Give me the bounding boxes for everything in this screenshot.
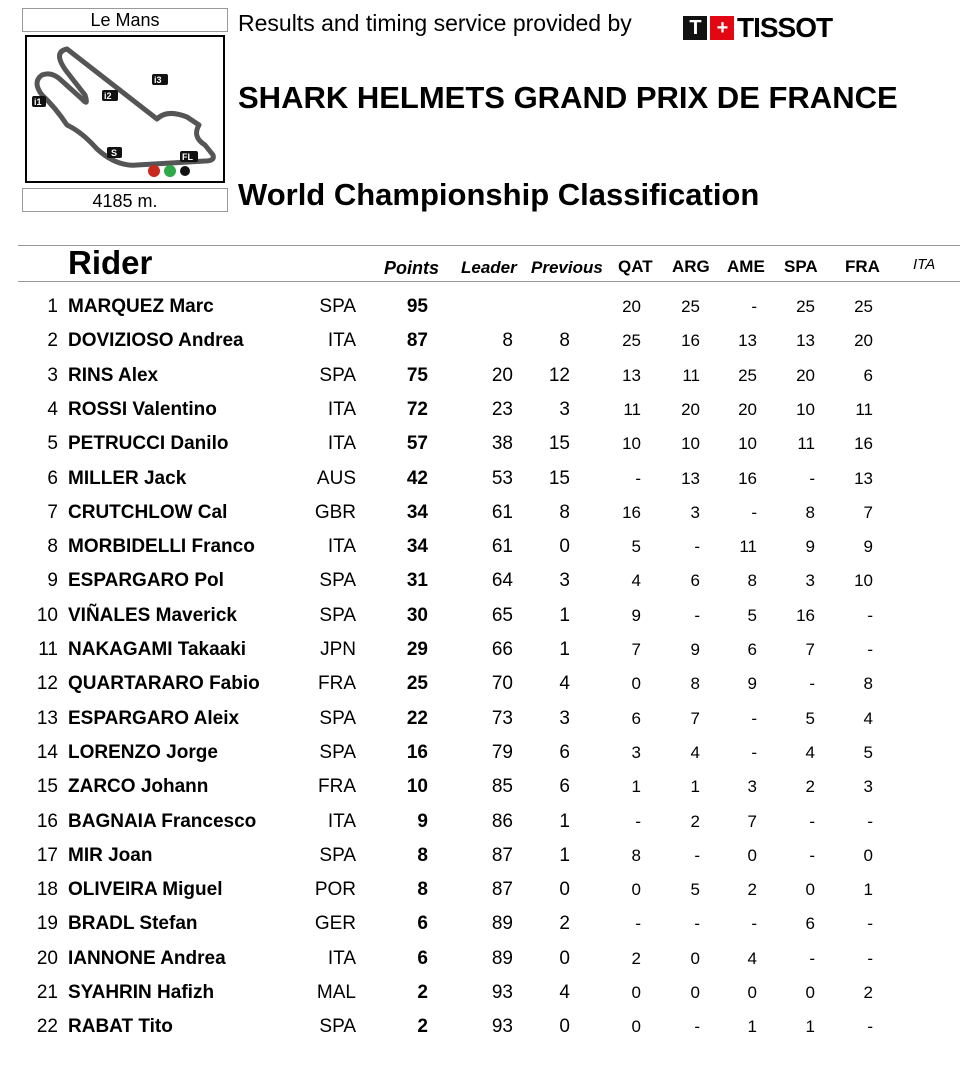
race-points-spa: 0 [805, 880, 815, 900]
race-points-arg: 0 [690, 983, 700, 1002]
position: 11 [38, 639, 58, 660]
gap-previous: 15 [548, 433, 570, 455]
table-row [0, 982, 960, 1016]
position: 2 [47, 330, 58, 352]
race-points-spa: 0 [805, 983, 815, 1002]
points: 16 [406, 741, 428, 763]
race-points-fra: - [867, 640, 873, 659]
sector-i1: i1 [34, 97, 42, 107]
points: 42 [406, 467, 428, 489]
col-spa: SPA [784, 257, 818, 276]
nation: AUS [316, 467, 356, 489]
timing-credit: Results and timing service provided by [238, 10, 632, 36]
gap-leader: 93 [491, 982, 513, 1003]
gap-previous: 0 [559, 1016, 570, 1038]
points: 6 [417, 947, 428, 969]
race-points-arg: 25 [681, 297, 700, 316]
race-points-fra: 8 [863, 674, 873, 694]
table-row [0, 570, 960, 604]
event-title: SHARK HELMETS GRAND PRIX DE FRANCE [238, 80, 898, 115]
rider-name: BRADL Stefan [68, 913, 198, 935]
race-points-spa: - [809, 948, 815, 968]
rider-name: LORENZO Jorge [68, 741, 218, 763]
gap-leader: 38 [491, 433, 513, 455]
nation: JPN [320, 639, 356, 660]
gap-leader: 73 [491, 707, 513, 729]
race-points-spa: 10 [796, 399, 815, 419]
position: 15 [36, 776, 58, 798]
points: 10 [406, 776, 428, 798]
position: 5 [47, 433, 58, 455]
table-row [0, 536, 960, 570]
table-row [0, 845, 960, 879]
race-points-spa: - [809, 468, 815, 488]
col-fra: FRA [845, 257, 880, 276]
page-title: World Championship Classification [238, 177, 760, 212]
nation: SPA [319, 364, 356, 386]
gap-previous: 3 [559, 398, 570, 420]
points: 31 [406, 570, 428, 592]
race-points-arg: - [694, 845, 700, 865]
table-row [0, 399, 960, 433]
race-points-arg: 1 [690, 777, 700, 797]
race-points-arg: 8 [690, 674, 700, 694]
race-points-fra: 2 [863, 983, 873, 1002]
nation: FRA [318, 776, 356, 798]
col-leader: Leader [461, 258, 517, 277]
points: 57 [406, 433, 428, 455]
track-map [25, 35, 225, 183]
race-points-qat: 0 [631, 983, 641, 1002]
points: 95 [406, 296, 428, 317]
position: 14 [36, 741, 58, 763]
race-points-fra: - [867, 948, 873, 968]
race-points-spa: 6 [805, 914, 815, 934]
position: 3 [47, 364, 58, 386]
gap-previous: 3 [559, 707, 570, 729]
nation: ITA [327, 433, 356, 455]
race-points-qat: 0 [631, 1017, 641, 1037]
points: 9 [417, 810, 428, 832]
rider-name: RINS Alex [68, 364, 159, 386]
position: 6 [47, 467, 58, 489]
table-row [0, 296, 960, 330]
race-points-ame: 2 [747, 880, 757, 900]
gap-previous: 1 [559, 639, 570, 660]
race-points-arg: 9 [690, 640, 700, 659]
gap-previous: 0 [559, 536, 570, 558]
race-points-spa: - [809, 674, 815, 694]
rider-name: MORBIDELLI Franco [68, 536, 255, 558]
race-points-fra: 6 [863, 365, 873, 385]
race-points-spa: 7 [805, 640, 815, 659]
gap-previous: 4 [559, 673, 570, 695]
gap-leader: 79 [491, 741, 513, 763]
position: 13 [36, 707, 58, 729]
rider-name: ESPARGARO Aleix [68, 707, 240, 729]
rider-name: QUARTARARO Fabio [68, 673, 260, 695]
race-points-spa: 2 [805, 777, 815, 797]
rider-name: NAKAGAMI Takaaki [68, 639, 247, 660]
gap-leader: 8 [502, 330, 513, 352]
tissot-logo: T + TISSOT [683, 12, 832, 44]
gap-previous: 8 [559, 330, 570, 352]
col-qat: QAT [618, 257, 653, 276]
rider-name: MIR Joan [68, 844, 153, 866]
race-points-qat: 5 [631, 537, 641, 557]
points: 25 [406, 673, 428, 695]
race-points-arg: 2 [690, 811, 700, 831]
race-points-fra: 13 [854, 468, 873, 488]
position: 18 [36, 879, 58, 901]
race-points-spa: 1 [805, 1017, 815, 1037]
race-points-qat: 11 [623, 399, 641, 419]
nation: SPA [319, 844, 356, 866]
table-row [0, 776, 960, 810]
table-row [0, 433, 960, 467]
rider-name: IANNONE Andrea [68, 947, 226, 969]
race-points-ame: 11 [739, 537, 757, 557]
race-points-qat: 0 [631, 674, 641, 694]
race-points-qat: 1 [631, 777, 641, 797]
race-points-spa: 4 [805, 742, 815, 762]
race-points-arg: 16 [681, 331, 700, 351]
race-points-spa: 3 [805, 571, 815, 591]
rider-name: SYAHRIN Hafizh [68, 982, 215, 1003]
race-points-ame: 6 [747, 640, 757, 659]
race-points-arg: - [694, 1017, 700, 1037]
nation: ITA [327, 810, 356, 832]
race-points-fra: 11 [855, 399, 873, 419]
points: 72 [406, 398, 428, 420]
points: 75 [406, 364, 428, 386]
race-points-ame: - [751, 708, 757, 728]
race-points-ame: 1 [747, 1017, 757, 1037]
race-points-ame: 0 [747, 845, 757, 865]
race-points-fra: 10 [854, 571, 873, 591]
race-points-fra: - [867, 914, 873, 934]
gap-previous: 3 [559, 570, 570, 592]
race-points-fra: - [867, 1017, 873, 1037]
race-points-arg: 6 [690, 571, 700, 591]
table-row [0, 708, 960, 742]
gap-previous: 4 [559, 982, 570, 1003]
col-rider: Rider [68, 244, 153, 281]
race-points-ame: - [751, 914, 757, 934]
col-ita: ITA [913, 256, 936, 273]
gap-leader: 85 [491, 776, 513, 798]
race-points-arg: 3 [690, 502, 700, 522]
nation: POR [314, 879, 356, 901]
race-points-qat: - [635, 914, 641, 934]
points: 34 [406, 536, 428, 558]
position: 10 [36, 604, 58, 626]
finish-line: FL [182, 152, 193, 162]
race-points-fra: 25 [854, 297, 873, 316]
sector-i2: i2 [104, 91, 112, 101]
table-row [0, 1016, 960, 1050]
track-length: 4185 m. [22, 188, 228, 212]
race-points-arg: 7 [690, 708, 700, 728]
nation: SPA [319, 296, 356, 317]
race-points-arg: - [694, 537, 700, 557]
race-points-ame: 25 [738, 365, 757, 385]
race-points-fra: 0 [863, 845, 873, 865]
race-points-qat: 16 [622, 502, 641, 522]
race-points-ame: - [751, 297, 757, 316]
gap-leader: 66 [491, 639, 513, 660]
col-points: Points [384, 258, 440, 278]
gap-leader: 89 [491, 913, 513, 935]
points: 30 [406, 604, 428, 626]
race-points-qat: 6 [631, 708, 641, 728]
nation: FRA [318, 673, 356, 695]
rider-name: CRUTCHLOW Cal [68, 501, 228, 523]
rider-name: VIÑALES Maverick [68, 604, 237, 626]
points: 34 [406, 501, 428, 523]
position: 4 [47, 398, 58, 420]
race-points-spa: - [809, 811, 815, 831]
race-points-qat: 0 [631, 880, 641, 900]
table-row [0, 879, 960, 913]
position: 22 [36, 1016, 58, 1038]
points: 2 [417, 1016, 428, 1038]
gap-leader: 87 [491, 879, 513, 901]
sector-s: S [111, 148, 118, 158]
race-points-arg: 11 [682, 365, 700, 385]
gap-leader: 61 [491, 501, 513, 523]
points: 87 [406, 330, 428, 352]
sector-i3: i3 [154, 75, 162, 85]
position: 12 [36, 673, 58, 695]
gap-leader: 70 [491, 673, 513, 695]
race-points-ame: 16 [738, 468, 757, 488]
rider-name: PETRUCCI Danilo [68, 433, 229, 455]
race-points-qat: 13 [622, 365, 641, 385]
race-points-fra: 5 [863, 742, 873, 762]
gap-leader: 86 [491, 810, 513, 832]
table-row [0, 948, 960, 982]
race-points-ame: 13 [738, 331, 757, 351]
gap-leader: 53 [491, 467, 513, 489]
nation: SPA [319, 707, 356, 729]
race-points-fra: 9 [863, 537, 873, 557]
race-points-arg: 13 [681, 468, 700, 488]
gap-leader: 89 [491, 947, 513, 969]
race-points-qat: 25 [622, 331, 641, 351]
rider-name: BAGNAIA Francesco [68, 810, 257, 832]
table-row [0, 673, 960, 707]
position: 9 [47, 570, 58, 592]
race-points-fra: 3 [863, 777, 873, 797]
race-points-arg: 20 [681, 399, 700, 419]
nation: ITA [327, 536, 356, 558]
gap-leader: 65 [491, 604, 513, 626]
nation: SPA [319, 604, 356, 626]
race-points-arg: 4 [690, 742, 700, 762]
table-row [0, 502, 960, 536]
gap-leader: 87 [491, 844, 513, 866]
race-points-qat: 3 [631, 742, 641, 762]
race-points-ame: 4 [747, 948, 757, 968]
rider-name: RABAT Tito [68, 1016, 173, 1038]
gap-previous: 0 [559, 879, 570, 901]
position: 21 [36, 982, 58, 1003]
nation: MAL [316, 982, 356, 1003]
circuit-name: Le Mans [22, 8, 228, 32]
points: 8 [417, 879, 428, 901]
nation: ITA [327, 330, 356, 352]
gap-previous: 6 [559, 741, 570, 763]
nation: SPA [319, 741, 356, 763]
race-points-ame: 20 [738, 399, 757, 419]
table-row [0, 605, 960, 639]
nation: ITA [327, 398, 356, 420]
race-points-arg: 10 [681, 434, 700, 454]
race-points-ame: 0 [747, 983, 757, 1002]
race-points-arg: - [694, 914, 700, 934]
table-row [0, 468, 960, 502]
race-points-spa: 16 [796, 605, 815, 625]
race-points-spa: 5 [805, 708, 815, 728]
divider [18, 281, 960, 282]
race-points-fra: 7 [863, 502, 873, 522]
gap-previous: 1 [559, 844, 570, 866]
gap-leader: 64 [491, 570, 513, 592]
race-points-qat: 10 [622, 434, 641, 454]
position: 7 [47, 501, 58, 523]
table-row [0, 365, 960, 399]
race-points-fra: 4 [863, 708, 873, 728]
race-points-fra: 16 [854, 434, 873, 454]
race-points-spa: - [809, 845, 815, 865]
table-row [0, 330, 960, 364]
race-points-ame: 7 [747, 811, 757, 831]
race-points-fra: 20 [854, 331, 873, 351]
race-points-spa: 20 [796, 365, 815, 385]
race-points-spa: 9 [805, 537, 815, 557]
gap-leader: 20 [491, 364, 513, 386]
divider [18, 245, 960, 246]
gap-previous: 6 [559, 776, 570, 798]
race-points-fra: 1 [863, 880, 873, 900]
gap-leader: 23 [491, 398, 513, 420]
race-points-ame: 8 [747, 571, 757, 591]
race-points-ame: 10 [738, 434, 757, 454]
position: 8 [47, 536, 58, 558]
gap-previous: 0 [559, 947, 570, 969]
gap-leader: 93 [491, 1016, 513, 1038]
col-ame: AME [727, 257, 765, 276]
race-points-qat: 7 [631, 640, 641, 659]
race-points-fra: - [867, 605, 873, 625]
nation: ITA [327, 947, 356, 969]
race-points-ame: - [751, 742, 757, 762]
col-arg: ARG [672, 257, 710, 276]
race-points-qat: 9 [631, 605, 641, 625]
table-row [0, 811, 960, 845]
position: 1 [47, 296, 58, 317]
table-row [0, 742, 960, 776]
gap-previous: 8 [559, 501, 570, 523]
race-points-arg: 5 [690, 880, 700, 900]
rider-name: ZARCO Johann [68, 776, 209, 798]
rider-name: ESPARGARO Pol [68, 570, 224, 592]
gap-previous: 1 [559, 604, 570, 626]
position: 17 [36, 844, 58, 866]
table-row [0, 639, 960, 673]
rider-name: ROSSI Valentino [68, 398, 217, 420]
race-points-spa: 11 [797, 434, 815, 454]
nation: SPA [319, 1016, 356, 1038]
race-points-spa: 13 [796, 331, 815, 351]
race-points-qat: - [635, 468, 641, 488]
gap-previous: 12 [548, 364, 570, 386]
nation: SPA [319, 570, 356, 592]
race-points-ame: 3 [747, 777, 757, 797]
race-points-qat: 8 [631, 845, 641, 865]
race-points-spa: 8 [805, 502, 815, 522]
points: 29 [406, 639, 428, 660]
race-points-ame: 5 [747, 605, 757, 625]
rider-name: MILLER Jack [68, 467, 187, 489]
nation: GER [314, 913, 356, 935]
gap-previous: 1 [559, 810, 570, 832]
position: 16 [36, 810, 58, 832]
table-row [0, 913, 960, 947]
col-previous: Previous [531, 258, 603, 277]
race-points-fra: - [867, 811, 873, 831]
race-points-qat: 20 [622, 297, 641, 316]
race-points-ame: - [751, 502, 757, 522]
points: 8 [417, 844, 428, 866]
nation: GBR [314, 501, 356, 523]
race-points-qat: 4 [631, 571, 641, 591]
gap-leader: 61 [491, 536, 513, 558]
rider-name: MARQUEZ Marc [68, 296, 214, 317]
race-points-spa: 25 [796, 297, 815, 316]
gap-previous: 15 [548, 467, 570, 489]
race-points-qat: 2 [631, 948, 641, 968]
rider-name: DOVIZIOSO Andrea [68, 330, 244, 352]
points: 6 [417, 913, 428, 935]
rider-name: OLIVEIRA Miguel [68, 879, 223, 901]
position: 20 [36, 947, 58, 969]
points: 22 [406, 707, 428, 729]
race-points-qat: - [635, 811, 641, 831]
race-points-arg: - [694, 605, 700, 625]
gap-previous: 2 [559, 913, 570, 935]
race-points-arg: 0 [690, 948, 700, 968]
position: 19 [36, 913, 58, 935]
points: 2 [417, 982, 428, 1003]
race-points-ame: 9 [747, 674, 757, 694]
